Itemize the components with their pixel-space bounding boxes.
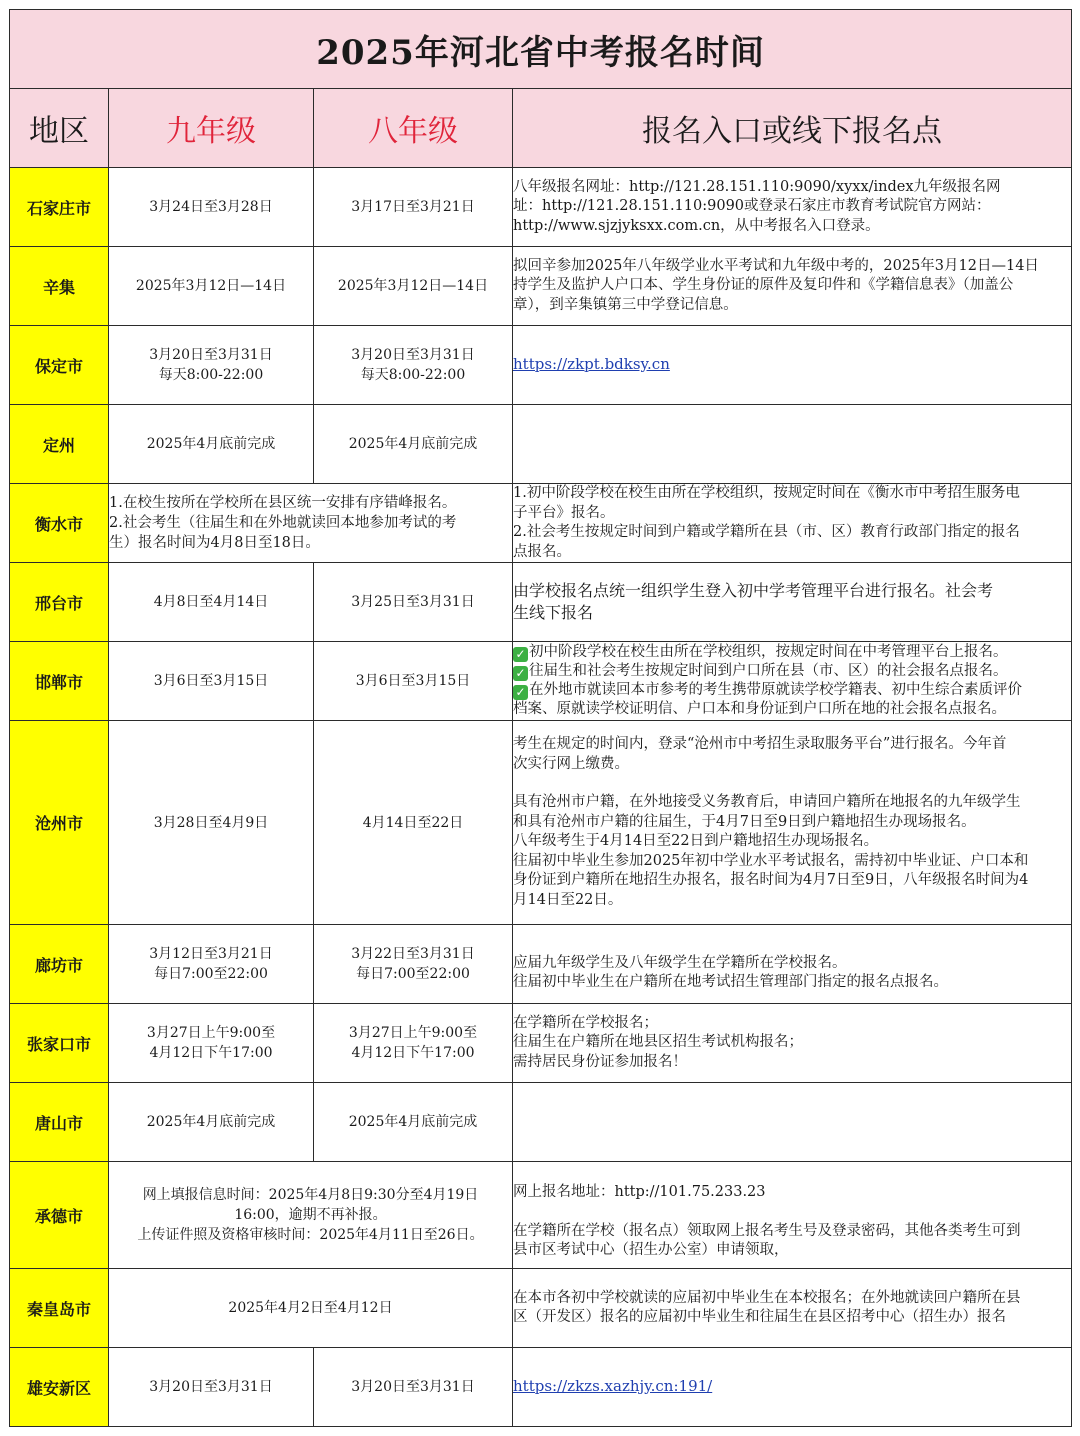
xiongan-link[interactable]: https://zkzs.xazhjy.cn:191/	[513, 1376, 713, 1395]
table-row	[10, 1348, 1072, 1427]
region-baoding: 保定市	[10, 326, 109, 405]
entry-info-empty	[513, 405, 1072, 484]
grade9-date: 3月24日至3月28日	[109, 168, 314, 247]
grades-merged: 1.在校生按所在学校所在县区统一安排有序错峰报名。 2.社会考生（往届生和在外地就读回本地参加考试的考 生）报名时间为4月8日至18日。	[109, 484, 513, 563]
table-row	[10, 326, 1072, 405]
table-row	[10, 642, 1072, 721]
table-row	[10, 1083, 1072, 1162]
grade9-date: 3月20日至3月31日 每天8:00-22:00	[109, 326, 314, 405]
grade8-date: 2025年3月12日—14日	[314, 247, 513, 326]
table-row	[10, 405, 1072, 484]
region-cangzhou: 沧州市	[10, 721, 109, 925]
grade8-date: 3月20日至3月31日 每天8:00-22:00	[314, 326, 513, 405]
table-row	[10, 247, 1072, 326]
grade9-date: 3月6日至3月15日	[109, 642, 314, 721]
grade8-date: 3月17日至3月21日	[314, 168, 513, 247]
grades-merged: 网上填报信息时间：2025年4月8日9:30分至4月19日 16:00，逾期不再补报。 上传证件照及资格审核时间：2025年4月11日至26日。	[109, 1162, 513, 1269]
entry-info: ✓ 初中阶段学校在校生由所在学校组织，按规定时间在中考管理平台上报名。 ✓ 往届生和社会考生按规定时间到户口所在县（市、区）的社会报名点报名。 ✓ 在外地市就读回本市参考的考生携带原就读学校学籍表、初中生综合素质评价 档案、原就读学校证明信、户口本和身份证到户口所在地的社会报名点报名。	[513, 642, 1072, 721]
grade9-date: 2025年4月底前完成	[109, 405, 314, 484]
entry-info: 1.初中阶段学校在校生由所在学校组织，按规定时间在《衡水市中考招生服务电 子平台》报名。 2.社会考生按规定时间到户籍或学籍所在县（市、区）教育行政部门指定的报名 点报名。	[513, 484, 1072, 563]
header-entry: 报名入口或线下报名点	[513, 89, 1072, 168]
grade8-date: 2025年4月底前完成	[314, 405, 513, 484]
table-row	[10, 925, 1072, 1004]
region-chengde: 承德市	[10, 1162, 109, 1269]
table-row	[10, 1269, 1072, 1348]
region-tangshan: 唐山市	[10, 1083, 109, 1162]
grade9-date: 4月8日至4月14日	[109, 563, 314, 642]
header-grade8: 八年级	[314, 89, 513, 168]
table-row	[10, 168, 1072, 247]
entry-info-empty	[513, 1083, 1072, 1162]
entry-info: 八年级报名网址：http://121.28.151.110:9090/xyxx/index九年级报名网 址：http://121.28.151.110:9090或登录石家庄市教育考试院官方网站： http://www.sjzjyksxx.com.cn，从中考报名入口登录。	[513, 168, 1072, 247]
checkmark-icon: ✓	[513, 685, 528, 700]
entry-info: 拟回辛参加2025年八年级学业水平考试和九年级中考的，2025年3月12日—14日 持学生及监护人户口本、学生身份证的原件及复印件和《学籍信息表》（加盖公 章），到辛集镇第三中学登记信息。	[513, 247, 1072, 326]
entry-info: 在学籍所在学校报名； 往届生在户籍所在地县区招生考试机构报名； 需持居民身份证参加报名！	[513, 1004, 1072, 1083]
table-row	[10, 484, 1072, 563]
checkmark-icon: ✓	[513, 666, 528, 681]
baoding-link[interactable]: https://zkpt.bdksy.cn	[513, 354, 670, 373]
grade8-date: 3月27日上午9:00至 4月12日下午17:00	[314, 1004, 513, 1083]
table-row	[10, 563, 1072, 642]
region-handan: 邯郸市	[10, 642, 109, 721]
grade8-date: 3月22日至3月31日 每日7:00至22:00	[314, 925, 513, 1004]
grade9-date: 3月12日至3月21日 每日7:00至22:00	[109, 925, 314, 1004]
entry-info: 网上报名地址：http://101.75.233.23 在学籍所在学校（报名点）领取网上报名考生号及登录密码，其他各类考生可到 县市区考试中心（招生办公室）申请领取，	[513, 1162, 1072, 1269]
table-row	[10, 1162, 1072, 1269]
header-grade9: 九年级	[109, 89, 314, 168]
entry-info: 考生在规定的时间内，登录“沧州市中考招生录取服务平台”进行报名。今年首 次实行网上缴费。 具有沧州市户籍，在外地接受义务教育后，申请回户籍所在地报名的九年级学生 和具有沧州市户籍的往届生，于4月7日至9日到户籍地招生办现场报名。 八年级考生于4月14日至22日到户籍地招生办现场报名。 往届初中毕业生参加2025年初中学业水平考试报名，需持初中毕业证、户口本和 身份证到户籍所在地招生办报名，报名时间为4月7日至9日，八年级报名时间为4 月14日至22日。	[513, 721, 1072, 925]
grade8-date: 3月6日至3月15日	[314, 642, 513, 721]
entry-info: 应届九年级学生及八年级学生在学籍所在学校报名。 往届初中毕业生在户籍所在地考试招生管理部门指定的报名点报名。	[513, 925, 1072, 1004]
grade8-date: 3月20日至3月31日	[314, 1348, 513, 1427]
grade8-date: 2025年4月底前完成	[314, 1083, 513, 1162]
entry-info	[513, 326, 1072, 405]
grade8-date: 4月14日至22日	[314, 721, 513, 925]
registration-table	[9, 9, 1072, 1427]
page-title: 2025年河北省中考报名时间	[10, 10, 1072, 89]
region-xingtai: 邢台市	[10, 563, 109, 642]
grade9-date: 2025年4月底前完成	[109, 1083, 314, 1162]
table-row	[10, 721, 1072, 925]
region-xinji: 辛集	[10, 247, 109, 326]
grade8-date: 3月25日至3月31日	[314, 563, 513, 642]
grade9-date: 3月28日至4月9日	[109, 721, 314, 925]
entry-info	[513, 1348, 1072, 1427]
region-xiongan: 雄安新区	[10, 1348, 109, 1427]
region-zhangjiakou: 张家口市	[10, 1004, 109, 1083]
entry-info: 在本市各初中学校就读的应届初中毕业生在本校报名；在外地就读回户籍所在县 区（开发区）报名的应届初中毕业生和往届生在县区招考中心（招生办）报名	[513, 1269, 1072, 1348]
region-qinhuangdao: 秦皇岛市	[10, 1269, 109, 1348]
region-hengshui: 衡水市	[10, 484, 109, 563]
region-langfang: 廊坊市	[10, 925, 109, 1004]
table-row	[10, 1004, 1072, 1083]
entry-info: 由学校报名点统一组织学生登入初中学考管理平台进行报名。社会考 生线下报名	[513, 563, 1072, 642]
grades-merged: 2025年4月2日至4月12日	[109, 1269, 513, 1348]
grade9-date: 3月20日至3月31日	[109, 1348, 314, 1427]
region-dingzhou: 定州	[10, 405, 109, 484]
grade9-date: 2025年3月12日—14日	[109, 247, 314, 326]
checkmark-icon: ✓	[513, 647, 528, 662]
region-shijiazhuang: 石家庄市	[10, 168, 109, 247]
header-region: 地区	[10, 89, 109, 168]
grade9-date: 3月27日上午9:00至 4月12日下午17:00	[109, 1004, 314, 1083]
